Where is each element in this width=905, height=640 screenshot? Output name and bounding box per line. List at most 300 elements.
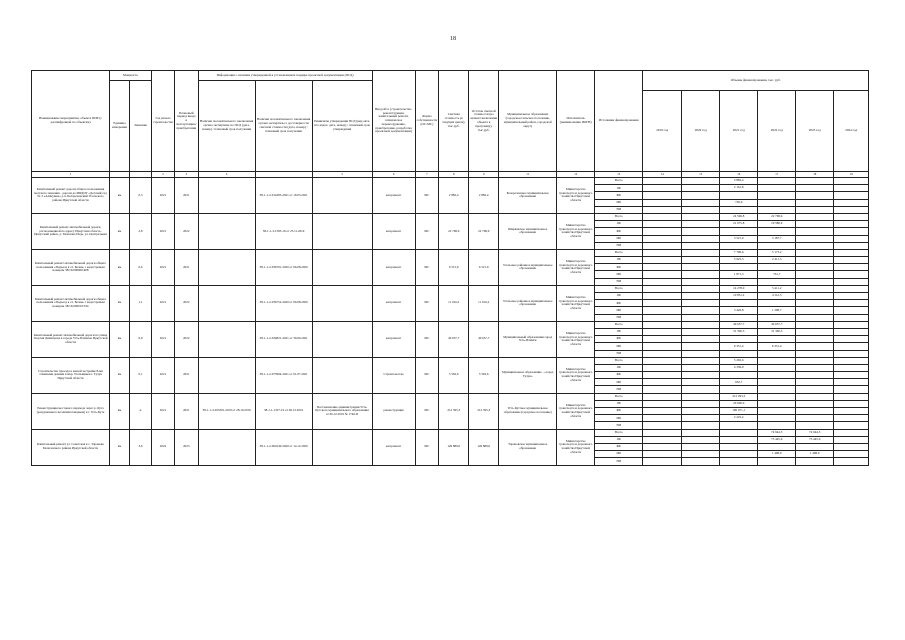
funding-value: 190 071,1 — [720, 408, 758, 415]
funding-value: 5 173,2 — [758, 249, 796, 256]
funding-source: Всего — [595, 249, 643, 256]
funding-value — [720, 242, 758, 249]
year-start-cell: 2021 — [152, 249, 175, 285]
funding-value: 5 292,6 — [720, 357, 758, 364]
head-year: 2023 год — [796, 91, 834, 172]
funding-value — [796, 372, 834, 379]
funding-value: 73 445,6 — [758, 436, 796, 443]
psd-expertise-cell — [198, 429, 255, 465]
funding-value — [643, 300, 682, 307]
funding-value — [834, 235, 869, 242]
funding-source: ОБ — [595, 185, 643, 192]
funding-source: НИ — [595, 422, 643, 429]
funding-source: МБ — [595, 271, 643, 278]
funding-source: Всего — [595, 321, 643, 328]
funding-value: 31 306,3 — [758, 328, 796, 335]
funding-value — [643, 443, 682, 450]
funding-value — [643, 206, 682, 213]
funding-source: Всего — [595, 357, 643, 364]
psd-cost-cell: 38-1-1-3-1585-19 от 25.11.2019 — [255, 213, 312, 249]
funding-value — [796, 192, 834, 199]
funding-value — [834, 249, 869, 256]
funding-value — [682, 451, 720, 458]
funding-value — [796, 321, 834, 328]
funding-source: НИ — [595, 458, 643, 465]
funding-value — [682, 443, 720, 450]
funding-value — [796, 336, 834, 343]
funding-value — [643, 185, 682, 192]
program-table — [31, 70, 869, 466]
funding-value — [643, 350, 682, 357]
psd-approval-cell — [312, 285, 372, 321]
funding-value — [643, 357, 682, 364]
year-plan-cell: 2023 — [174, 429, 198, 465]
funding-value — [720, 436, 758, 443]
funding-value — [682, 408, 720, 415]
head-municipality: Муниципальное образование (городское/сельское поселение, муниципальный район, городской округ) — [499, 71, 557, 172]
cost-cell: 22 768,6 — [439, 213, 469, 249]
funding-value — [796, 249, 834, 256]
object-name: Капитальный ремонт ул. Советская в с. Тараново Балаганского района Иркутской области — [32, 429, 110, 465]
funding-value — [834, 285, 869, 292]
funding-value — [758, 357, 796, 364]
unit-cell: км — [110, 213, 130, 249]
funding-value — [834, 422, 869, 429]
psd-expertise-cell — [198, 178, 255, 214]
funding-value — [643, 415, 682, 422]
funding-value: 3 521,0 — [720, 235, 758, 242]
funding-value — [682, 314, 720, 321]
column-number: 13 — [595, 172, 643, 178]
value-cell: 3,6 — [130, 429, 152, 465]
funding-value — [758, 199, 796, 206]
funding-value — [834, 228, 869, 235]
municipality-cell: Муниципальное образование - «город Тулун» — [499, 357, 557, 393]
funding-value — [682, 235, 720, 242]
funding-value: 40 657,7 — [758, 321, 796, 328]
executor-cell: Министерство транспорта и дорожного хозяйства Иркутской области — [557, 213, 595, 249]
funding-source: ОБ — [595, 400, 643, 407]
psd-expertise-cell — [198, 249, 255, 285]
psd-cost-cell: 38-1-1-1327-19 от 06.12.2019 — [255, 393, 312, 429]
funding-value: 24 596,8 — [720, 213, 758, 220]
funding-value — [643, 429, 682, 436]
funding-value — [720, 192, 758, 199]
funding-value — [834, 293, 869, 300]
funding-value: 952,7 — [720, 379, 758, 386]
funding-value — [796, 393, 834, 400]
psd-cost-cell: 38-1-1-2-034821-2021 от 30.06.2021 — [255, 321, 312, 357]
head-year-plan: Плановый период ввода в эксплуатацию/приобретения — [174, 71, 198, 172]
funding-source: ФБ — [595, 336, 643, 343]
funding-value — [758, 386, 796, 393]
remaining-cell: 6 515,9 — [469, 249, 499, 285]
psd-cost-cell: 38-1-1-2-036791-2020 от 06.08.2020 — [255, 249, 312, 285]
funding-value — [682, 379, 720, 386]
unit-cell: км — [110, 429, 130, 465]
funding-source: МБ — [595, 415, 643, 422]
executor-cell: Министерство транспорта и дорожного хозяйства Иркутской области — [557, 357, 595, 393]
municipality-cell: Усть-Кутское муниципальное образование (городское поселение) — [499, 393, 557, 429]
funding-value — [796, 285, 834, 292]
funding-value: 9 351,4 — [720, 343, 758, 350]
object-name: Капитальный ремонт автомобильной дороги, расположенной по адресу Иркутская область, Иркутский район, д. Тихонова Падь, ул. Центральная — [32, 213, 110, 249]
funding-value — [643, 343, 682, 350]
year-plan-cell: 2021 — [174, 249, 198, 285]
funding-value — [834, 415, 869, 422]
funding-value — [643, 278, 682, 285]
funding-value — [720, 422, 758, 429]
head-source: Источники финансирования — [595, 71, 643, 172]
head-unit: Единица измерения — [110, 81, 130, 172]
funding-value: 5 411,2 — [758, 285, 796, 292]
column-number: 14 — [643, 172, 682, 178]
column-number: 19 — [834, 172, 869, 178]
column-number: 1 — [32, 172, 110, 178]
funding-value — [643, 393, 682, 400]
municipality-cell: Тарановское муниципальное образование — [499, 429, 557, 465]
head-name: Наименование мероприятия, объекта ПИР (с расшифровкой по объектам) — [32, 71, 110, 172]
municipality-cell: Ширяевское муниципальное образование — [499, 213, 557, 249]
psd-approval-cell — [312, 357, 372, 393]
funding-source: Всего — [595, 429, 643, 436]
head-year: 2021 год — [720, 91, 758, 172]
funding-value — [643, 386, 682, 393]
funding-value — [643, 242, 682, 249]
unit-cell: км — [110, 249, 130, 285]
funding-value — [720, 336, 758, 343]
table-row — [32, 285, 869, 292]
funding-value — [682, 213, 720, 220]
executor-cell: Министерство транспорта и дорожного хозяйства Иркутской области — [557, 429, 595, 465]
funding-value — [834, 264, 869, 271]
funding-value — [643, 257, 682, 264]
funding-value: 761,7 — [758, 271, 796, 278]
funding-value — [643, 213, 682, 220]
year-plan-cell: 2022 — [174, 321, 198, 357]
funding-value: 2 222,2 — [720, 415, 758, 422]
funding-value: 4 112,5 — [758, 293, 796, 300]
funding-value — [758, 379, 796, 386]
funding-value — [682, 199, 720, 206]
funding-value: 31 306,3 — [720, 328, 758, 335]
funding-value — [643, 422, 682, 429]
funding-source: МБ — [595, 199, 643, 206]
funding-value — [796, 328, 834, 335]
object-name: Капитальный ремонт дороги общего пользования местного значения - дороги до МБДОУ «Детский сад № 3 «Алёнушка» р.п. Белореченский Усольского района Иркутской области — [32, 178, 110, 214]
funding-value — [834, 192, 869, 199]
funding-source: НИ — [595, 314, 643, 321]
head-year: 2019 год — [643, 91, 682, 172]
head-executor: Исполнитель (наименование ИОГВ) — [557, 71, 595, 172]
cost-cell: 40 657,7 — [439, 321, 469, 357]
funding-value — [643, 321, 682, 328]
year-plan-cell: 2022 — [174, 213, 198, 249]
funding-value: 1 498,9 — [758, 451, 796, 458]
psd-cost-cell: 38-1-1-2-036752-2020 от 06.08.2020 — [255, 285, 312, 321]
work-type-cell: кап.ремонт — [372, 429, 415, 465]
funding-value — [796, 235, 834, 242]
funding-value — [643, 192, 682, 199]
year-start-cell: 2021 — [152, 321, 175, 357]
funding-source: ОБ — [595, 221, 643, 228]
value-cell: 1,1 — [130, 285, 152, 321]
funding-value — [796, 408, 834, 415]
funding-value — [796, 379, 834, 386]
funding-value — [643, 314, 682, 321]
funding-value — [682, 285, 720, 292]
year-plan-cell: 2021 — [174, 357, 198, 393]
remaining-cell: 212 395,3 — [469, 393, 499, 429]
funding-value — [758, 336, 796, 343]
funding-value — [682, 228, 720, 235]
page-number: 18 — [450, 36, 456, 42]
psd-approval-cell — [312, 429, 372, 465]
head-ownership: Форма собственности (ОС/МС) — [415, 71, 439, 172]
funding-value — [758, 415, 796, 422]
head-year: 2024 год — [834, 91, 869, 172]
funding-value — [643, 221, 682, 228]
work-type-cell: кап.ремонт — [372, 321, 415, 357]
funding-value — [682, 221, 720, 228]
funding-source: Всего — [595, 393, 643, 400]
funding-value — [720, 264, 758, 271]
funding-value: 20 000,0 — [720, 400, 758, 407]
column-number: 5 — [312, 172, 372, 178]
column-number: 6 — [372, 172, 415, 178]
executor-cell: Министерство транспорта и дорожного хозяйства Иркутской области — [557, 393, 595, 429]
funding-value — [834, 307, 869, 314]
head-psd-approval: Реквизиты утверждения ПСД (вид акта, кто издал, дата, номер) / плановый срок утверждения — [312, 81, 372, 172]
funding-value — [682, 257, 720, 264]
funding-value — [720, 451, 758, 458]
psd-cost-cell: 38-1-1-2-075994-2021 от 01.07.2021 — [255, 357, 312, 393]
table-row — [32, 213, 869, 220]
psd-cost-cell: 38-1-1-2-014283-2021 от 19.03.2021 — [255, 178, 312, 214]
work-type-cell: реконструкция — [372, 393, 415, 429]
funding-value — [758, 278, 796, 285]
head-year: 2022 год — [758, 91, 796, 172]
funding-value — [720, 350, 758, 357]
funding-value: 74 944,5 — [758, 429, 796, 436]
head-psd-info: Информация о наличии утвержденной в установленном порядке проектной документации (ПСД) — [198, 71, 372, 81]
funding-source: ФБ — [595, 192, 643, 199]
funding-value: 2 882,4 — [720, 178, 758, 185]
funding-value — [682, 386, 720, 393]
funding-value — [682, 185, 720, 192]
funding-value — [796, 221, 834, 228]
work-type-cell: кап.ремонт — [372, 213, 415, 249]
funding-value — [834, 328, 869, 335]
funding-value — [834, 379, 869, 386]
funding-value — [758, 364, 796, 371]
funding-source: МБ — [595, 379, 643, 386]
funding-value — [682, 415, 720, 422]
funding-value — [682, 343, 720, 350]
funding-source: МБ — [595, 343, 643, 350]
funding-value — [758, 400, 796, 407]
funding-value — [796, 300, 834, 307]
table-row — [32, 178, 869, 185]
funding-value — [796, 228, 834, 235]
funding-value — [682, 336, 720, 343]
remaining-cell: 40 657,7 — [469, 321, 499, 357]
ownership-cell: МС — [415, 249, 439, 285]
funding-value — [682, 264, 720, 271]
funding-value — [682, 242, 720, 249]
funding-value — [682, 400, 720, 407]
funding-value — [834, 343, 869, 350]
funding-value — [796, 242, 834, 249]
cost-cell: 149 889,0 — [439, 429, 469, 465]
funding-value — [834, 408, 869, 415]
funding-value — [643, 328, 682, 335]
funding-value — [796, 443, 834, 450]
head-psd-expertise: Наличие положительного заключения органа экспертизы по ПСД (дата, номер) / плановый срок получения — [198, 81, 255, 172]
funding-value — [682, 436, 720, 443]
funding-value — [834, 400, 869, 407]
ownership-cell: МС — [415, 213, 439, 249]
funding-value — [758, 443, 796, 450]
funding-source: ОБ — [595, 257, 643, 264]
psd-approval-cell — [312, 213, 372, 249]
funding-value — [834, 393, 869, 400]
funding-source: ФБ — [595, 372, 643, 379]
funding-value — [758, 206, 796, 213]
funding-value — [834, 300, 869, 307]
funding-value — [796, 206, 834, 213]
funding-source: НИ — [595, 242, 643, 249]
funding-value — [682, 249, 720, 256]
funding-value — [796, 293, 834, 300]
funding-value — [643, 271, 682, 278]
funding-source: ОБ — [595, 364, 643, 371]
year-plan-cell: 2022 — [174, 285, 198, 321]
funding-source: Всего — [595, 178, 643, 185]
funding-source: МБ — [595, 307, 643, 314]
table-row — [32, 321, 869, 328]
funding-value — [796, 199, 834, 206]
funding-value — [682, 321, 720, 328]
funding-value — [682, 300, 720, 307]
funding-value — [643, 249, 682, 256]
funding-value — [643, 379, 682, 386]
funding-value: 19 580,9 — [758, 221, 796, 228]
head-value: Значение — [130, 81, 152, 172]
table-row — [32, 393, 869, 400]
head-psd-cost: Наличие положительного заключения органа экспертизы о достоверности сметной стоимости (дата, номер) / плановый срок получения — [255, 81, 312, 172]
funding-value — [682, 422, 720, 429]
remaining-cell: 11 916,2 — [469, 285, 499, 321]
funding-value — [643, 178, 682, 185]
funding-value — [796, 178, 834, 185]
ownership-cell: МС — [415, 357, 439, 393]
funding-value — [834, 386, 869, 393]
column-number: 2 — [152, 172, 175, 178]
funding-value — [796, 350, 834, 357]
funding-source: ФБ — [595, 228, 643, 235]
funding-value: 9 351,4 — [758, 343, 796, 350]
funding-value — [834, 429, 869, 436]
cost-cell: 11 916,2 — [439, 285, 469, 321]
cost-cell: 6 515,9 — [439, 249, 469, 285]
ownership-cell: МС — [415, 321, 439, 357]
funding-value — [758, 185, 796, 192]
object-name: Капитальный ремонт автомобильной дороги общего пользования «Подъезд к сл. Белая» с кадастровым номером 38:16:000019:534 — [32, 285, 110, 321]
unit-cell: км — [110, 393, 130, 429]
value-cell: 0,3 — [130, 178, 152, 214]
funding-value — [834, 364, 869, 371]
cost-cell: 212 395,3 — [439, 393, 469, 429]
municipality-cell: Белореченское муниципальное образование — [499, 178, 557, 214]
funding-value — [796, 415, 834, 422]
funding-value — [796, 307, 834, 314]
value-cell: 0,9 — [130, 321, 152, 357]
funding-value — [796, 357, 834, 364]
funding-value — [643, 264, 682, 271]
funding-value — [682, 357, 720, 364]
funding-value — [796, 257, 834, 264]
executor-cell: Министерство транспорта и дорожного хозяйства Иркутской области — [557, 249, 595, 285]
head-cost: Сметная стоимость (в текущих ценах), тыс.руб. — [439, 71, 469, 172]
funding-value — [643, 336, 682, 343]
funding-value — [758, 228, 796, 235]
funding-value — [643, 458, 682, 465]
work-type-cell: кап.ремонт — [372, 249, 415, 285]
ownership-cell: МС — [415, 285, 439, 321]
executor-cell: Министерство транспорта и дорожного хозяйства Иркутской области — [557, 178, 595, 214]
funding-value — [758, 178, 796, 185]
head-power: Мощность — [110, 71, 152, 81]
funding-source: ФБ — [595, 300, 643, 307]
funding-value — [834, 336, 869, 343]
funding-value — [682, 178, 720, 185]
funding-value — [834, 271, 869, 278]
funding-value — [643, 436, 682, 443]
ownership-cell: МС — [415, 178, 439, 214]
funding-value — [796, 314, 834, 321]
psd-expertise-cell: 38-1-1-3-023301-2019 от 28.10.2019 — [198, 393, 255, 429]
funding-value — [682, 271, 720, 278]
funding-value — [720, 300, 758, 307]
work-type-cell: кап.ремонт — [372, 285, 415, 321]
funding-value — [834, 314, 869, 321]
funding-value — [834, 206, 869, 213]
funding-value — [758, 350, 796, 357]
head-work-type: Вид работ (строительство, реконструкция, капитальный ремонт, техническое перевооружение, приобретение, разработка проектной документации) — [372, 71, 415, 172]
table-row — [32, 249, 869, 256]
remaining-cell: 149 889,0 — [469, 429, 499, 465]
funding-value: 4 339,9 — [720, 364, 758, 371]
funding-value — [682, 293, 720, 300]
funding-value — [758, 458, 796, 465]
funding-value — [720, 386, 758, 393]
funding-value — [643, 307, 682, 314]
psd-approval-cell — [312, 249, 372, 285]
funding-source: НИ — [595, 278, 643, 285]
municipality-cell: Усольское районное муниципальное образование — [499, 285, 557, 321]
funding-value — [834, 178, 869, 185]
funding-value: 21 075,8 — [720, 221, 758, 228]
funding-value — [720, 458, 758, 465]
funding-value: 2 161,8 — [720, 185, 758, 192]
psd-expertise-cell — [198, 213, 255, 249]
funding-source: МБ — [595, 235, 643, 242]
funding-value — [720, 314, 758, 321]
funding-value: 212 293,3 — [720, 393, 758, 400]
head-funding: Объемы финансирования, тыс. руб. — [643, 71, 869, 91]
work-type-cell: кап.ремонт — [372, 178, 415, 214]
